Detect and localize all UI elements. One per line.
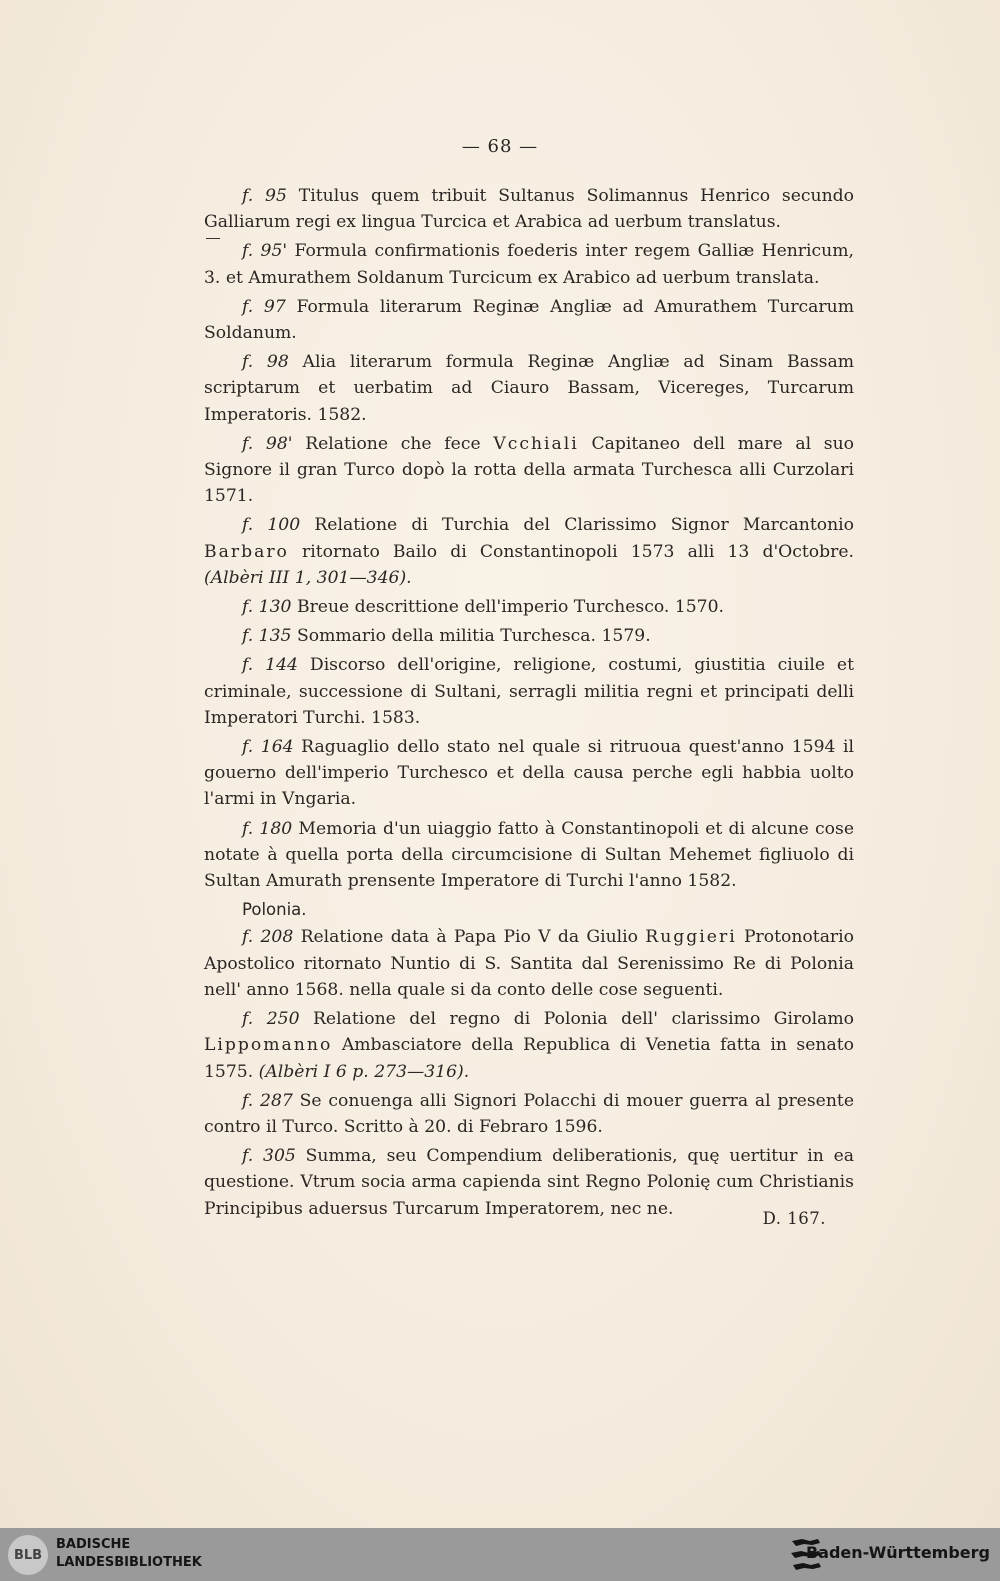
entry-text: Formula literarum Reginæ Angliæ ad Amurathem Turcarum Soldanum. <box>204 296 855 344</box>
entry-text: Breue descrittione dell'imperio Turchesco. 1570. <box>291 597 724 618</box>
catalogue-entry <box>204 183 854 235</box>
folio-ref: f. 130 <box>242 597 292 618</box>
state-name[interactable]: Baden-Württemberg <box>805 1543 990 1562</box>
folio-ref: f. 305 <box>242 1146 296 1167</box>
folio-ref: f. 98' <box>242 433 293 454</box>
folio-ref: f. 95 <box>242 186 287 206</box>
citation: (Albèri I 6 p. 273—316). <box>258 1061 470 1082</box>
entry-text: Alia literarum formula Reginæ Angliæ ad Sinam Bassam scriptarum et uerbatim ad Ciauro Bassam, Vicereges, Turcarum Imperatoris. 1582. <box>204 352 855 425</box>
entry-text: Relatione del regno di Polonia dell' clarissimo Girolamo <box>299 1009 854 1030</box>
spaced-name: Barbaro <box>204 541 289 562</box>
blb-logo-icon[interactable]: BLB <box>8 1535 48 1575</box>
catalogue-entry <box>204 623 854 649</box>
entry-text: Sommario della militia Turchesca. 1579. <box>291 626 651 647</box>
library-name[interactable] <box>56 1536 202 1572</box>
entry-text: Titulus quem tribuit Sultanus Solimannus Henrico secundo Galliarum regi ex lingua Turcica et Arabica ad uerbum translatus. <box>204 186 855 233</box>
entry-text: Relatione data à Papa Pio V da Giulio <box>293 927 646 948</box>
section-heading: Polonia. <box>242 900 307 920</box>
catalogue-entries <box>204 183 854 1225</box>
entry-text: Summa, seu Compendium deliberationis, quę uertitur in ea questione. Vtrum socia arma capienda sint Regno Polonię cum Christianis Principibus aduersus Turcarum Imperatorem, nec ne. <box>204 1146 855 1219</box>
catalogue-entry <box>204 431 854 510</box>
citation: (Albèri III 1, 301—346). <box>204 567 412 588</box>
folio-ref: f. 287 <box>242 1090 293 1111</box>
catalogue-entry <box>204 734 854 813</box>
entry-text: Relatione che fece <box>292 433 494 454</box>
entry-text: Capitaneo dell mare al suo Signore il gran Turco dopò la rotta della armata Turchesca alli Curzolari 1571. <box>204 433 854 507</box>
entry-text: Discorso dell'origine, religione, costumi, giustitia ciuile et criminale, successione di Sultani, serragli militia regni et principati delli Imperatori Turchi. 1583. <box>204 655 855 728</box>
shelfmark: D. 167. <box>762 1209 826 1228</box>
catalogue-entry <box>204 238 854 290</box>
entry-text: Formula confirmationis foederis inter regem Galliæ Henricum, 3. et Amurathem Soldanum Turcicum ex Arabico ad uerbum translata. <box>204 241 854 288</box>
folio-ref: f. 208 <box>242 927 294 948</box>
spaced-name: Lippomanno <box>204 1035 333 1056</box>
entry-text: Relatione di Turchia del Clarissimo Signor Marcantonio <box>300 515 854 536</box>
entry-text: Ambasciatore della Republica di Venetia fatta in senato 1575. <box>204 1035 854 1082</box>
library-name-line2: LANDESBIBLIOTHEK <box>56 1555 202 1570</box>
folio-ref: f. 100 <box>242 515 301 536</box>
folio-ref: f. 95' <box>242 241 288 262</box>
folio-ref: f. 97 <box>242 296 286 317</box>
folio-ref: f. 135 <box>242 626 292 647</box>
catalogue-entry <box>204 652 854 731</box>
page-number: — 68 — <box>461 136 539 157</box>
library-name-line1: BADISCHE <box>56 1537 131 1552</box>
entry-text: Memoria d'un uiaggio fatto à Constantinopoli et di alcune cose notate à quella porta della circumcisione di Sultan Mehemet figliuolo di Sultan Amurath prensente Imperatore di Turchi l'anno 1582. <box>204 818 855 892</box>
entry-text: Raguaglio dello stato nel quale si ritruoua quest'anno 1594 il gouerno dell'imperio Turchesco et della causa perche egli habbia uolto l'armi in Vngaria. <box>204 737 855 810</box>
spaced-name: Ruggieri <box>645 927 737 948</box>
footer-bar <box>0 1528 1000 1581</box>
catalogue-entry <box>204 512 854 591</box>
catalogue-entry <box>204 594 854 620</box>
catalogue-entry <box>204 924 854 1003</box>
catalogue-entry <box>204 294 854 346</box>
catalogue-entry <box>204 349 854 428</box>
entry-text: Se conuenga alli Signori Polacchi di mouer guerra al presente contro il Turco. Scritto à 20. di Febraro 1596. <box>204 1090 854 1137</box>
folio-ref: f. 144 <box>242 655 298 676</box>
spaced-name: Vcchiali <box>493 433 579 454</box>
folio-ref: f. 164 <box>242 737 294 758</box>
entry-text: Protonotario Apostolico ritornato Nuntio di S. Santita dal Serenissimo Re di Polonia nell' anno 1568. nella quale si da conto delle cose seguenti. <box>204 927 854 1000</box>
entry-text: ritornato Bailo di Constantinopoli 1573 alli 13 d'Octobre. <box>288 541 854 562</box>
catalogue-entry <box>204 1006 854 1085</box>
folio-ref: f. 250 <box>242 1009 300 1030</box>
catalogue-entry <box>204 1088 854 1140</box>
catalogue-entry <box>204 816 854 895</box>
folio-ref: f. 98 <box>242 352 289 373</box>
folio-ref: f. 180 <box>242 818 293 839</box>
